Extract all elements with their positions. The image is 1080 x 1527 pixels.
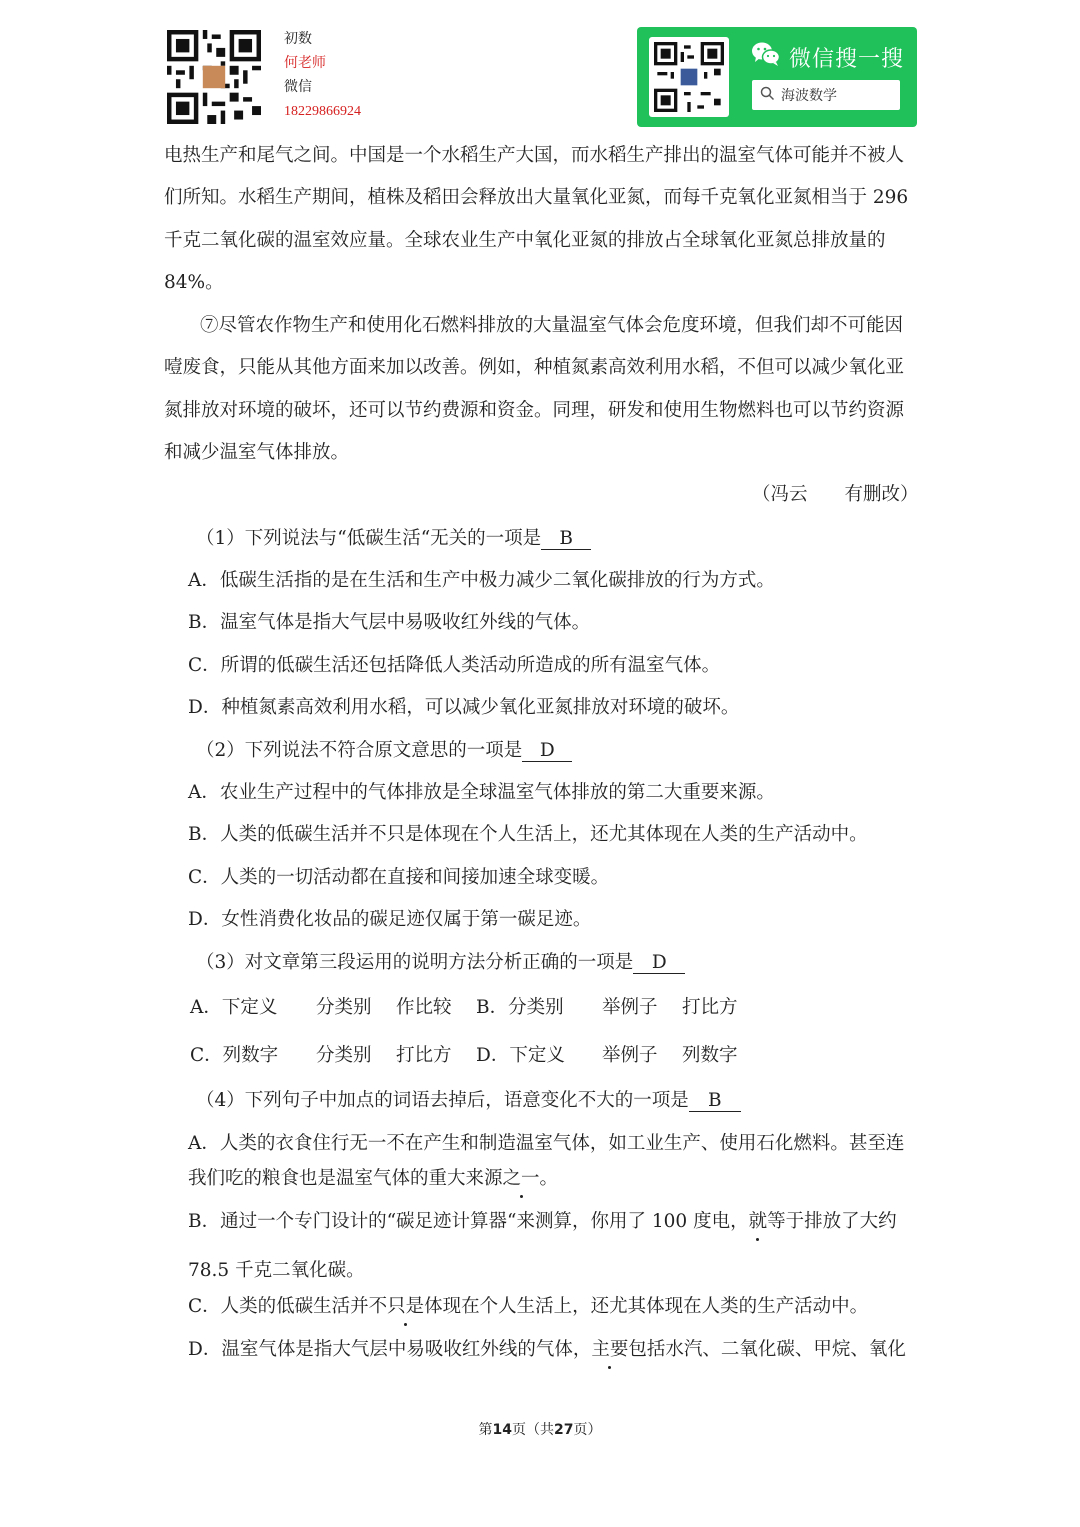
footer-mid: 页（共 <box>512 1422 554 1438</box>
teacher-phone: 18229866924 <box>284 104 361 119</box>
paragraph-6-line-2: 们所知。水稻生产期间，植株及稻田会释放出大量氧化亚氮，而每千克氧化亚氮相当于 296 <box>164 187 909 208</box>
question-3-option-d-2: 举例子 <box>602 1045 658 1066</box>
question-4-option-a-line-1: A．人类的衣食住行无一不在产生和制造温室气体，如工业生产、使用石化燃料。甚至连 <box>188 1133 905 1154</box>
dotted-word: 之一 <box>503 1164 540 1190</box>
question-3-option-c-2: 分类别 <box>316 1045 372 1066</box>
paragraph-7-line-2: 噎废食，只能从其他方面来加以改善。例如，种植氮素高效利用水稻，不但可以减少氧化亚 <box>164 357 905 378</box>
question-4-option-b-line-2: 78.5 千克二氧化碳。 <box>188 1260 365 1281</box>
question-4-option-a-end: 。 <box>539 1168 559 1189</box>
question-1-option-c: C．所谓的低碳生活还包括降低人类活动所造成的所有温室气体。 <box>188 655 721 676</box>
question-4-option-b-line-1 <box>188 1207 897 1233</box>
wechat-title-text: 微信搜一搜 <box>789 46 905 72</box>
question-4-option-a-line-2 <box>188 1164 558 1190</box>
dotted-word: 就 <box>749 1207 768 1233</box>
paragraph-7-line-4: 和减少温室气体排放。 <box>164 442 350 463</box>
question-2-option-c: C．人类的一切活动都在直接和间接加速全球变暖。 <box>188 867 610 888</box>
paragraph-6-line-1: 电热生产和尾气之间。中国是一个水稻生产大国，而水稻生产排出的温室气体可能并不被人 <box>164 145 905 166</box>
question-2-option-b: B．人类的低碳生活并不只是体现在个人生活上，还尤其体现在人类的生产活动中。 <box>188 824 868 845</box>
question-4-option-d-text: D．温室气体是指大气层中易吸收红外线的气体， <box>188 1339 592 1360</box>
paragraph-7-line-3: 氮排放对环境的破坏，还可以节约费源和资金。同理，研发和使用生物燃料也可以节约资源 <box>164 400 905 421</box>
footer-pre: 第 <box>478 1422 493 1438</box>
teacher-contact <box>284 28 361 124</box>
wechat-search-banner[interactable] <box>637 27 917 127</box>
question-2-stem <box>196 736 572 762</box>
question-3-option-a-2: 分类别 <box>316 997 372 1018</box>
page-footer <box>0 1419 1080 1439</box>
question-3-text: （3）对文章第三段运用的说明方法分析正确的一项是 <box>196 952 634 973</box>
qr-code-image <box>167 30 261 124</box>
question-4-option-d <box>188 1335 906 1361</box>
wechat-title <box>751 41 904 73</box>
search-icon <box>760 86 775 105</box>
question-3-option-b-3: 打比方 <box>682 997 738 1018</box>
paragraph-6-line-3: 千克二氧化碳的温室效应量。全球农业生产中氧化亚氮的排放占全球氧化亚氮总排放量的 <box>164 230 886 251</box>
question-3-option-b-2: 举例子 <box>602 997 658 1018</box>
question-3-option-c-1: C．列数字 <box>190 1045 279 1066</box>
question-4-text: （4）下列句子中加点的词语去掉后，语意变化不大的一项是 <box>196 1090 689 1111</box>
source-note: （冯云 有删改） <box>752 484 919 505</box>
question-3-option-a-3: 作比较 <box>396 997 452 1018</box>
wechat-search-box[interactable] <box>752 80 900 110</box>
teacher-line-3: 微信 <box>284 80 312 95</box>
question-4-option-c-text: C．人类的低碳生活并不 <box>188 1296 388 1317</box>
wechat-search-text: 海波数学 <box>781 88 837 104</box>
question-3-option-d-3: 列数字 <box>682 1045 738 1066</box>
question-3-option-a-1: A．下定义 <box>190 997 278 1018</box>
teacher-line-1: 初数 <box>284 32 312 47</box>
question-2-text: （2）下列说法不符合原文意思的一项是 <box>196 740 523 761</box>
question-1-option-d: D．种植氮素高效利用水稻，可以减少氧化亚氮排放对环境的破坏。 <box>188 697 740 718</box>
dotted-word: 主要 <box>591 1335 628 1361</box>
question-4-option-b-text: B．通过一个专门设计的“碳足迹计算器“来测算，你用了 100 度电， <box>188 1211 749 1232</box>
question-3-stem <box>196 948 685 974</box>
question-1-answer: B <box>541 529 591 550</box>
question-3-option-d-1: D．下定义 <box>476 1045 565 1066</box>
wechat-qr-code <box>649 37 729 117</box>
question-4-answer: B <box>689 1091 741 1112</box>
question-2-option-d: D．女性消费化妆品的碳足迹仅属于第一碳足迹。 <box>188 909 592 930</box>
question-4-option-a-text: 我们吃的粮食也是温室气体的重大来源 <box>188 1168 503 1189</box>
paragraph-6-line-4: 84%。 <box>164 272 224 293</box>
question-4-stem <box>196 1086 741 1112</box>
question-3-answer: D <box>633 953 685 974</box>
question-4-option-c <box>188 1292 868 1318</box>
teacher-name: 何老师 <box>284 56 326 71</box>
footer-post: 页） <box>573 1422 602 1438</box>
question-4-option-c-rest: 体现在个人生活上，还尤其体现在人类的生产活动中。 <box>424 1296 869 1317</box>
question-4-option-d-rest: 包括水汽、二氧化碳、甲烷、氧化 <box>628 1339 906 1360</box>
question-3-option-c-3: 打比方 <box>396 1045 452 1066</box>
question-1-text: （1）下列说法与“低碳生活“无关的一项是 <box>196 528 542 549</box>
dotted-word: 只是 <box>387 1292 424 1318</box>
question-4-option-b-rest: 等于排放了大约 <box>767 1211 897 1232</box>
paragraph-7-line-1: ⑦尽管农作物生产和使用化石燃料排放的大量温室气体会危度环境，但我们却不可能因 <box>200 315 904 336</box>
question-3-option-b-1: B．分类别 <box>476 997 564 1018</box>
question-1-option-b: B．温室气体是指大气层中易吸收红外线的气体。 <box>188 612 591 633</box>
page-number: 14 <box>492 1422 512 1438</box>
page-total: 27 <box>554 1422 574 1438</box>
wechat-logo-icon <box>751 41 781 73</box>
question-2-option-a: A．农业生产过程中的气体排放是全球温室气体排放的第二大重要来源。 <box>188 782 775 803</box>
question-1-option-a: A．低碳生活指的是在生活和生产中极力减少二氧化碳排放的行为方式。 <box>188 570 775 591</box>
question-1-stem <box>196 524 591 550</box>
question-2-answer: D <box>522 741 572 762</box>
